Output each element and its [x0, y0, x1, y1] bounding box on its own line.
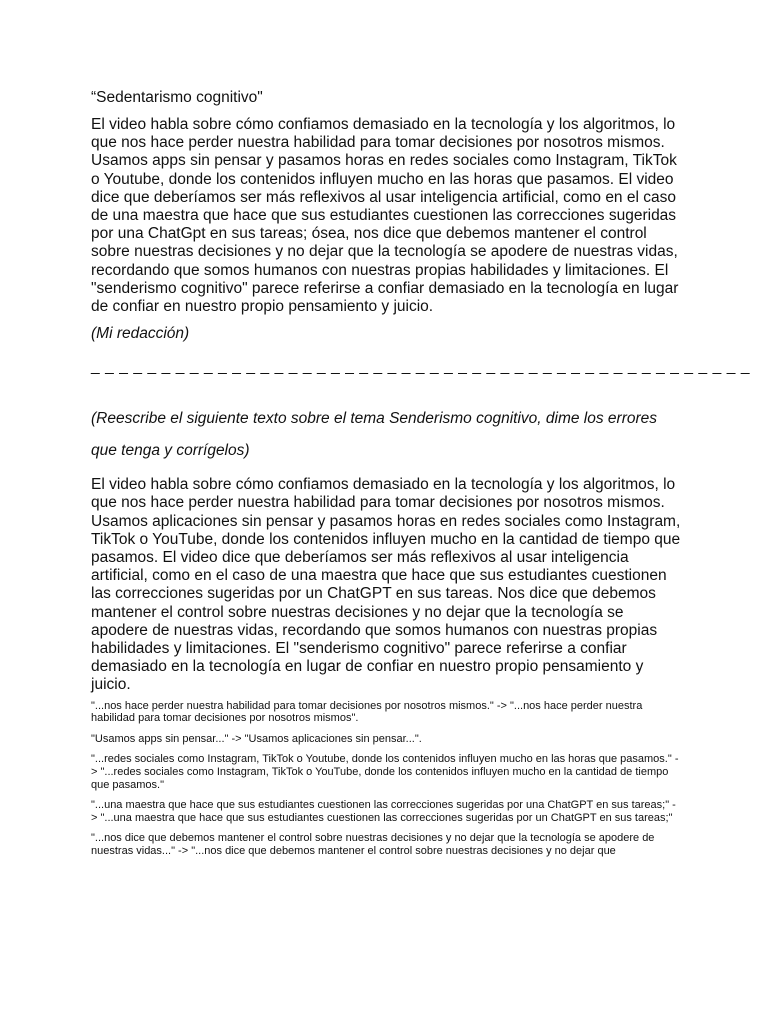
corrections-list	[91, 700, 681, 858]
correction-item: "...nos hace perder nuestra habilidad para tomar decisiones por nosotros mismos." -> "...nos hace perder nuestra habilidad para tomar decisiones por nosotros mismos".	[91, 699, 643, 725]
section-divider: _ _ _ _ _ _ _ _ _ _ _ _ _ _ _ _ _ _ _ _ _ _ _ _ _ _ _ _ _ _ _ _ _ _ _ _ _ _ _ _ _ _ _ _ _ _ _	[91, 358, 751, 376]
prompt-line-2: que tenga y corrígelos)	[91, 442, 250, 460]
correction-item: "...una maestra que hace que sus estudiantes cuestionen las correcciones sugeridas por una ChatGPT en sus tareas;" -> "...una maestra que hace que sus estudiantes cuestionen las correcciones sugeridas por un ChatGPT en sus tareas;"	[91, 799, 676, 824]
document-title: “Sedentarismo cognitivo"	[91, 89, 263, 106]
paragraph-original: El video habla sobre cómo confiamos demasiado en la tecnología y los algoritmos, lo que nos hace perder nuestra habilidad para tomar decisiones por nosotros mismos. Usamos apps sin pensar y pasamos horas en redes sociales como Instagram, TikTok o Youtube, donde los contenidos influyen mucho en las horas que pasamos. El video dice que deberíamos ser más reflexivos al usar inteligencia artificial, como en el caso de una maestra que hace que sus estudiantes cuestionen las correcciones sugeridas por una ChatGpt en sus tareas; ósea, nos dice que debemos mantener el control sobre nuestras decisiones y no dejar que la tecnología se apodere de nuestras vidas, recordando que somos humanos con nuestras propias habilidades y limitaciones. El "senderismo cognitivo" parece referirse a confiar demasiado en la tecnología en lugar de confiar en nuestro propio pensamiento y juicio.	[91, 116, 679, 316]
prompt-line-1: (Reescribe el siguiente texto sobre el tema Senderismo cognitivo, dime los errores	[91, 410, 658, 428]
correction-item: "...nos dice que debemos mantener el control sobre nuestras decisiones y no dejar que la tecnología se apodere de nuestras vidas..." -> "...nos dice que debemos mantener el control sobre nuestras decisiones y no dejar que	[91, 832, 655, 858]
document-page	[91, 88, 751, 866]
paragraph-rewritten: El video habla sobre cómo confiamos demasiado en la tecnología y los algoritmos, lo que nos hace perder nuestra habilidad para tomar decisiones por nosotros mismos. Usamos aplicaciones sin pensar y pasamos horas en redes sociales como Instagram, TikTok o YouTube, donde los contenidos influyen mucho en la cantidad de tiempo que pasamos. El video dice que deberíamos ser más reflexivos al usar inteligencia artificial, como en el caso de una maestra que hace que sus estudiantes cuestionen las correcciones sugeridas por un ChatGPT en sus tareas. Nos dice que debemos mantener el control sobre nuestras decisiones y no dejar que la tecnología se apodere de nuestras vidas, recordando que somos humanos con nuestras propias habilidades y limitaciones. El "senderismo cognitivo" parece referirse a confiar demasiado en la tecnología en lugar de confiar en nuestro propio pensamiento y juicio.	[91, 476, 681, 694]
authorship-note: (Mi redacción)	[91, 325, 190, 343]
correction-item: "...redes sociales como Instagram, TikTok o Youtube, donde los contenidos influyen mucho en las horas que pasamos." -> "...redes sociales como Instagram, TikTok o YouTube, donde los contenidos influyen mucho en la cantidad de tiempo que pasamos."	[91, 753, 679, 791]
correction-item: "Usamos apps sin pensar..." -> "Usamos aplicaciones sin pensar...".	[91, 732, 422, 745]
